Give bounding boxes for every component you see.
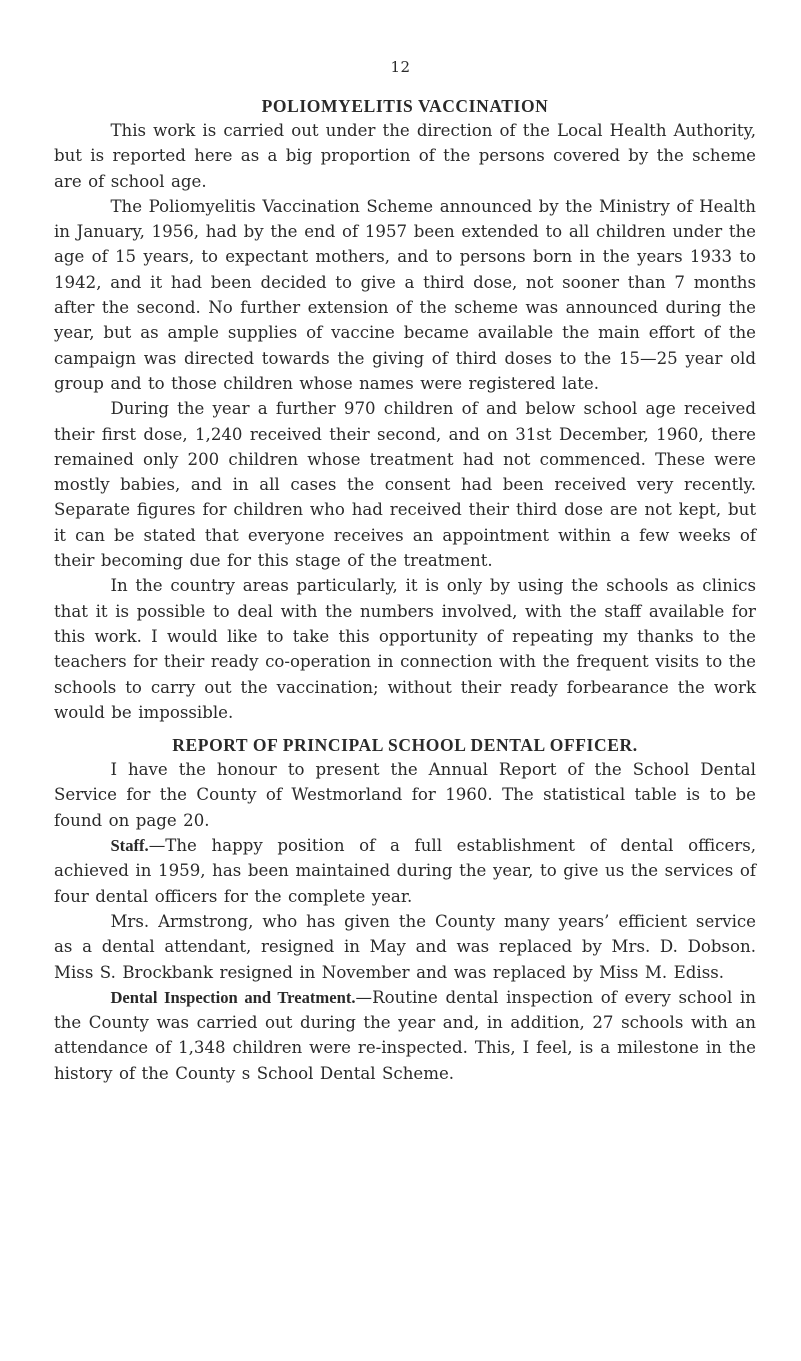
dental-inspection-paragraph [54,985,756,1086]
page-content [54,94,756,1086]
polio-paragraph-2: The Poliomyelitis Vaccination Scheme announced by the Ministry of Health in January, 1956, had by the end of 1957 been extended to all children under the age of 15 years, to expectant mothers, and to persons born in the years 1933 to 1942, and it had been decided to give a third dose, not sooner than 7 months after the second. No further extension of the scheme was announced during the year, but as ample supplies of vaccine became available the main effort of the campaign was directed towards the giving of third doses to the 15—25 year old group and to those children whose names were registered late. [54,196,756,393]
dental-report-title: REPORT OF PRINCIPAL SCHOOL DENTAL OFFICER. [172,735,638,756]
inspection-heading: Dental Inspection and Treatment. [110,987,356,1007]
dental-staff-paragraph [54,833,756,909]
polio-paragraph-3: During the year a further 970 children of and below school age received their first dose, 1,240 received their second, and on 31st December, 1960, there remained only 200 children whose treatment had not commenced. These were mostly babies, and in all cases the consent had been received very recently. Separate figures for children who had received their third dose are not kept, but it can be stated that everyone receives an appointment within a few weeks of their becoming due for this stage of the treatment. [54,399,756,571]
dental-staff-changes-paragraph: Mrs. Armstrong, who has given the County many years’ efficient service as a dental attendant, resigned in May and was replaced by Mrs. D. Dobson. Miss S. Brockbank resigned in November and was replaced by Miss M. Ediss. [54,911,756,982]
page-number: 12 [390,58,411,76]
polio-paragraph-1: This work is carried out under the direction of the Local Health Authority, but is reported here as a big proportion of the persons covered by the scheme are of school age. [54,121,756,191]
staff-text: —The happy position of a full establishment of dental officers, achieved in 1959, has been maintained during the year, to give us the services of four dental officers for the complete year. [54,836,756,906]
inspection-text: —Routine dental inspection of every school in the County was carried out during the year and, in addition, 27 schools with an attendance of 1,348 children were re-inspected. This, I feel, is a milestone in the history of the County s School Dental Scheme. [54,987,756,1083]
polio-paragraph-4: In the country areas particularly, it is only by using the schools as clinics that it is possible to deal with the numbers involved, with the staff available for this work. I would like to take this opportunity of repeating my thanks to the teachers for their ready co-operation in connection with the frequent visits to the schools to carry out the vaccination; without their ready forbearance the work would be impossible. [54,576,756,722]
dental-intro-paragraph: I have the honour to present the Annual Report of the School Dental Service for the County of Westmorland for 1960. The statistical table is to be found on page 20. [54,760,756,830]
staff-heading: Staff. [110,836,149,856]
polio-vaccination-title: POLIOMYELITIS VACCINATION [261,96,549,116]
